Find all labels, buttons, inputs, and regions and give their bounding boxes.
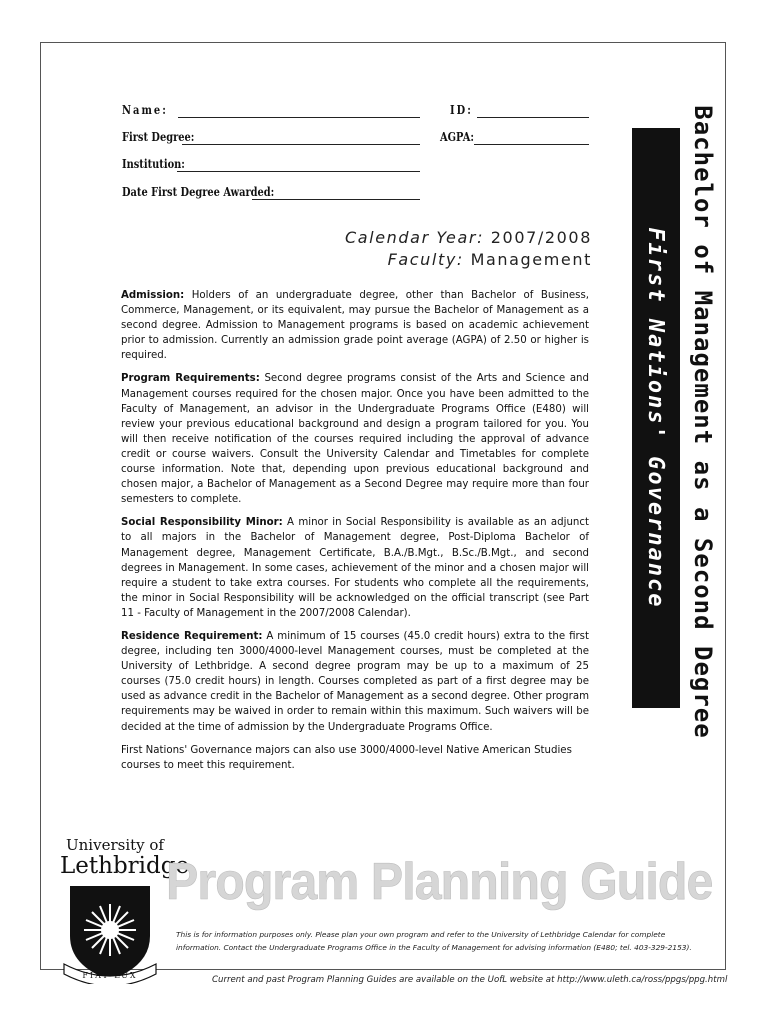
minor-paragraph (121, 515, 589, 621)
faculty (388, 250, 592, 269)
info-line-1: This is for information purposes only. Please plan your own program and refer to the University of Lethbridge Calendar for complete (176, 930, 666, 939)
note-paragraph: First Nations' Governance majors can also use 3000/4000-level Native American Studies courses to meet this requirement. (121, 744, 572, 771)
info-line-2: information. Contact the Undergraduate Programs Office in the Faculty of Management for advising information (E480; tel. 403-329-2153). (176, 943, 692, 952)
footer-text: Current and past Program Planning Guides are available on the UofL website at http://www.uleth.ca/ross/ppgs/ppg.html (212, 975, 728, 985)
name-field[interactable] (178, 117, 420, 118)
program-heading: Program Requirements: (121, 373, 260, 385)
first-degree-label: First Degree: (122, 130, 195, 144)
calendar-year (345, 228, 592, 247)
university-of-label: University of (66, 836, 164, 854)
first-degree-field[interactable] (182, 144, 420, 145)
residence-text: A minimum of 15 courses (45.0 credit hours) extra to the first degree, including ten 3000/4000-level Management courses, must be completed at the University of Lethbridge. A second degree program may be up to a maximum of 25 courses (75.0 credit hours) in length. Courses completed as part of a first degree may be used as advance credit in the Bachelor of Management as a second degree. Other program requirements may be waived in order to remain within this maximum. Such waivers will be decided at the time of admission by the Undergraduate Programs Office. (121, 630, 589, 733)
admission-paragraph (121, 288, 589, 363)
id-field[interactable] (477, 117, 589, 118)
calendar-year-value: 2007/2008 (490, 228, 592, 247)
faculty-label: Faculty: (387, 250, 464, 269)
minor-heading: Social Responsibility Minor: (121, 517, 283, 529)
minor-text: A minor in Social Responsibility is available as an adjunct to all majors in the Bachelor of Management degree, Post-Diploma Bachelor of Management degree, Management Certificate, B.A./B.Mgt., B.Sc./B.Mgt., and second degrees in Management. In some cases, achievement of the minor and a chosen major will require a student to take extra courses. For students who complete all the requirements, the minor in Social Responsibility will be acknowledged on the official transcript (see Part 11 - Faculty of Management in the 2007/2008 Calendar). (121, 517, 589, 619)
faculty-value: Management (470, 250, 592, 269)
name-label: Name: (122, 103, 168, 117)
university-crest-icon (60, 884, 160, 984)
major-banner (632, 128, 680, 708)
agpa-field[interactable] (474, 144, 589, 145)
motto-text: FIAT LUX (82, 971, 138, 980)
residence-heading: Residence Requirement: (121, 630, 263, 642)
info-box (166, 921, 710, 961)
date-label: Date First Degree Awarded: (122, 185, 275, 199)
guide-title: Program Planning Guide (166, 853, 713, 911)
institution-field[interactable] (177, 171, 420, 172)
residence-paragraph (121, 629, 589, 735)
body-text (121, 288, 589, 781)
university-name: Lethbridge (60, 853, 190, 879)
admission-heading: Admission: (121, 290, 185, 301)
program-paragraph (121, 371, 589, 507)
date-field[interactable] (252, 199, 420, 200)
degree-banner (680, 42, 726, 802)
id-label: ID: (450, 103, 473, 117)
major-title: First Nations' Governance (643, 227, 669, 609)
agpa-label: AGPA: (440, 130, 474, 144)
calendar-year-label: Calendar Year: (345, 228, 485, 247)
admission-text: Holders of an undergraduate degree, other than Bachelor of Business, Commerce, Management, or its equivalent, may pursue the Bachelor of Management as a second degree. Admission to Management programs is based on academic achievement prior to admission. Currently an admission grade point average (AGPA) of 2.50 or higher is required. (121, 290, 589, 362)
institution-label: Institution: (122, 157, 185, 171)
degree-title: Bachelor of Management as a Second Degree (689, 105, 717, 739)
program-text: Second degree programs consist of the Arts and Science and Management courses required for the chosen major. Once you have been admitted to the Faculty of Management, an advisor in the Undergraduate Programs Office (E480) will review your previous educational background and design a program tailored for you. You will then receive notification of the courses required including the approval of advance credit or course waivers. Consult the University Calendar and Timetables for complete course information. Note that, depending upon previous educational background and chosen major, a Bachelor of Management as a Second Degree may require more than four semesters to complete. (121, 373, 589, 506)
